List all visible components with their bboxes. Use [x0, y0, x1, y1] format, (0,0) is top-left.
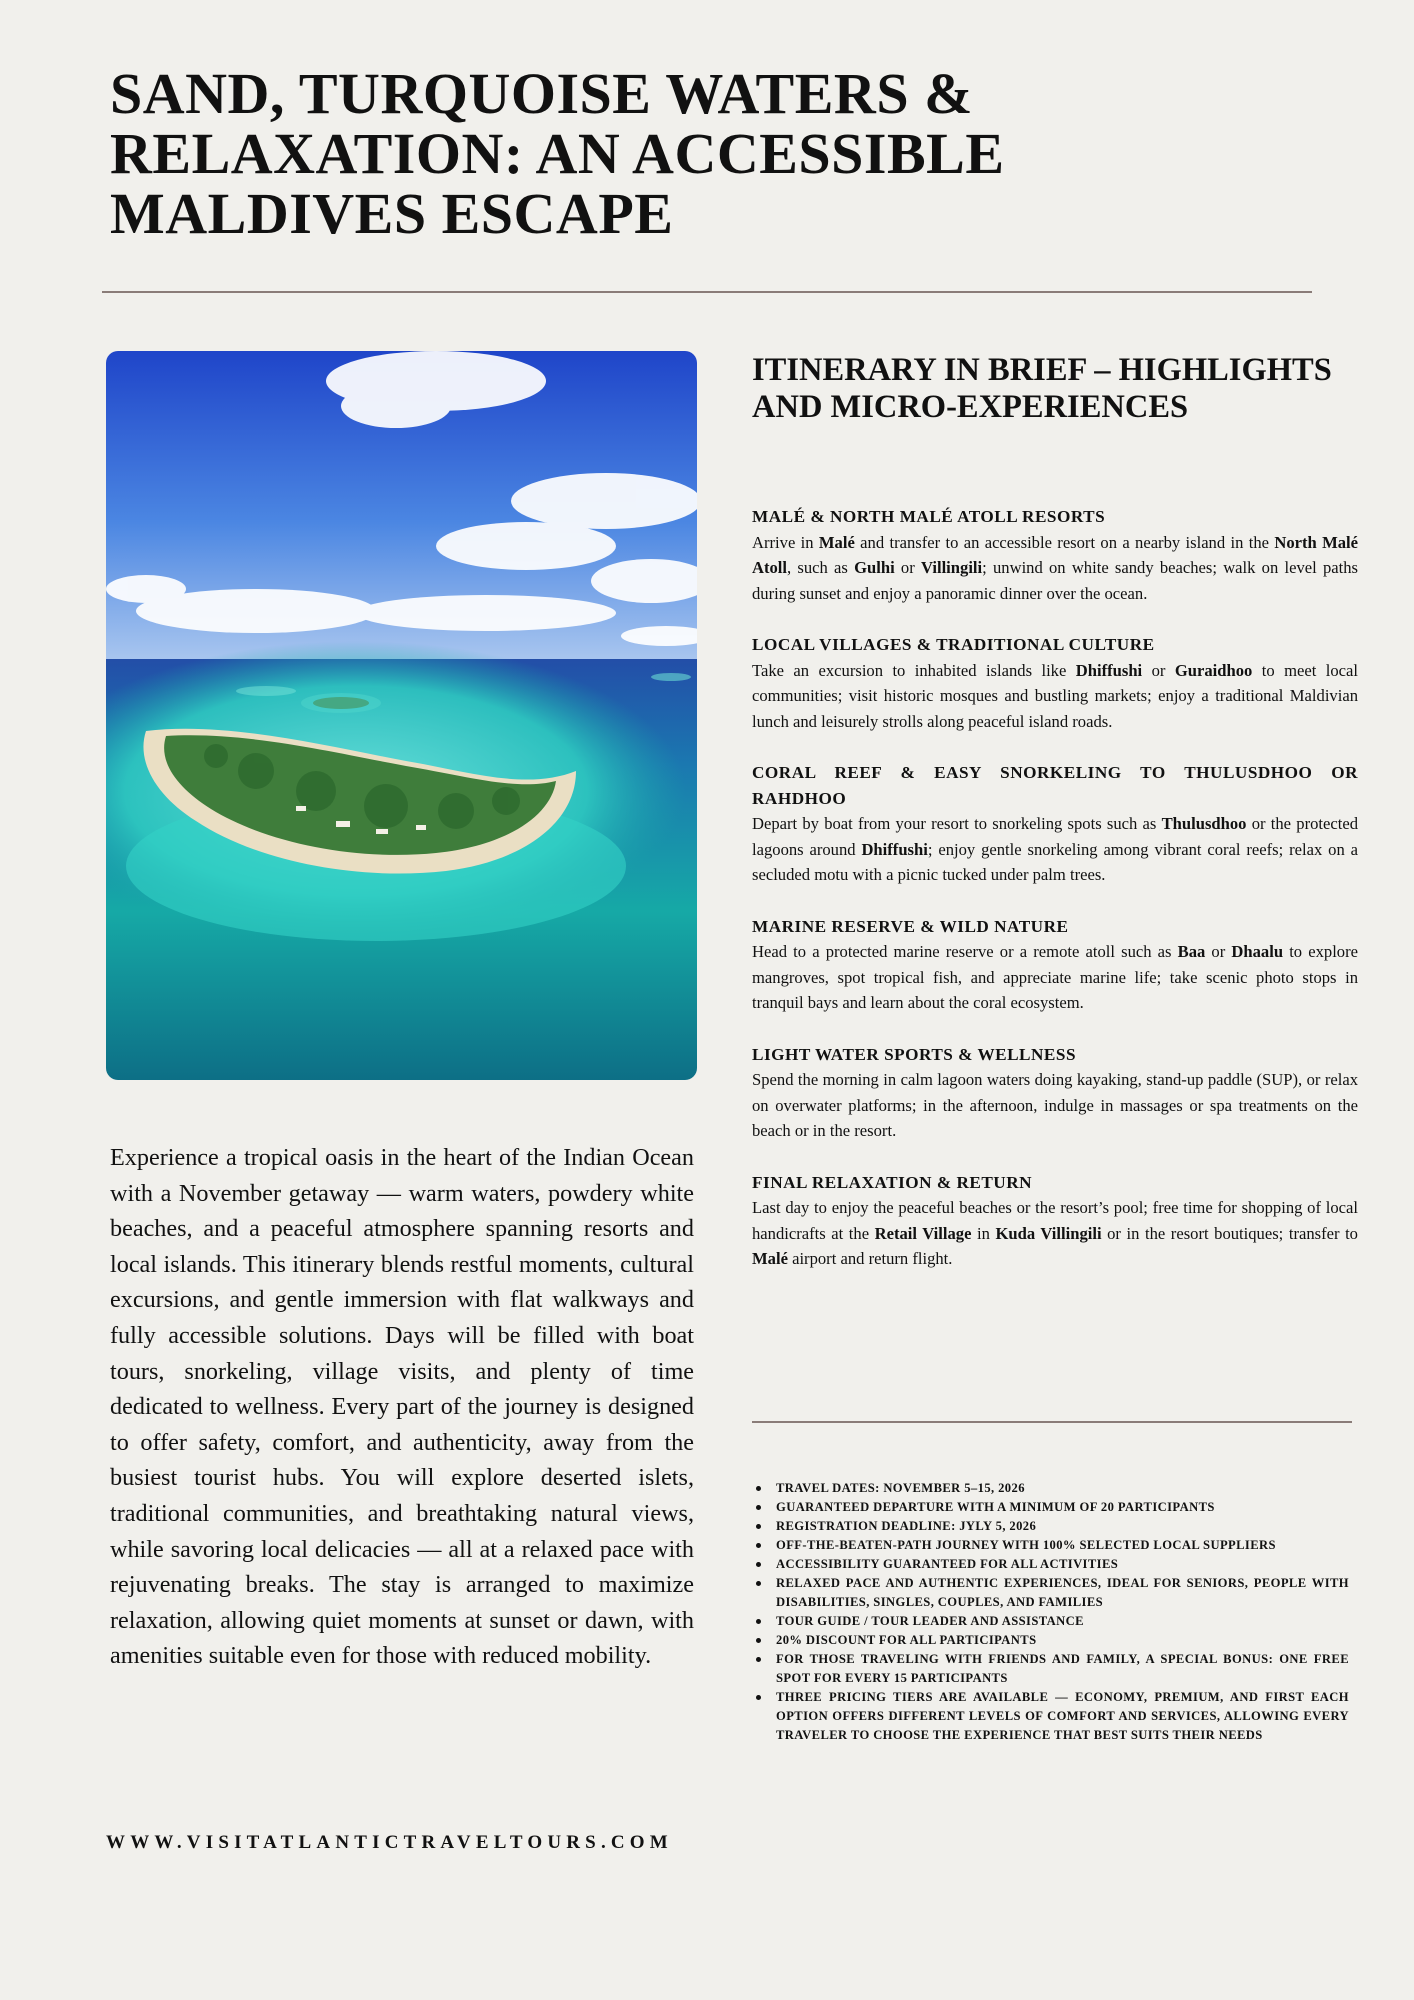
page-title: [110, 61, 1230, 246]
place-name: Malé: [818, 532, 855, 552]
itinerary-title: ITINERARY IN BRIEF – HIGHLIGHTS AND MICRO-EXPERIENCES: [752, 352, 1332, 425]
itinerary-section-heading: CORAL REEF & EASY SNORKELING TO THULUSDHOO OR RAHDHOO: [752, 763, 1358, 808]
text-run: or the protected lagoons around: [752, 814, 1358, 859]
itinerary-section: [752, 1170, 1358, 1272]
trip-fact-item: RELAXED PACE AND AUTHENTIC EXPERIENCES, IDEAL FOR SENIORS, PEOPLE WITH DISABILITIES, SINGLES, COUPLES, AND FAMILIES: [776, 1574, 1349, 1612]
island-illustration: [106, 351, 697, 1080]
trip-fact-item: OFF-THE-BEATEN-PATH JOURNEY WITH 100% SELECTED LOCAL SUPPLIERS: [776, 1536, 1349, 1555]
trip-fact-item: ACCESSIBILITY GUARANTEED FOR ALL ACTIVITIES: [776, 1555, 1349, 1574]
place-name: Kuda Villingili: [995, 1223, 1102, 1243]
place-name: Baa: [1177, 942, 1206, 961]
itinerary-section-text: [752, 939, 1358, 1016]
trip-fact-item: GUARANTEED DEPARTURE WITH A MINIMUM OF 20 PARTICIPANTS: [776, 1498, 1349, 1517]
place-name: Gulhi: [854, 558, 895, 577]
itinerary-section-text: [752, 1067, 1358, 1144]
trip-fact-item: TRAVEL DATES: NOVEMBER 5–15, 2026: [776, 1479, 1349, 1498]
place-name: Dhaalu: [1231, 942, 1284, 961]
place-name: Thulusdhoo: [1161, 814, 1247, 833]
itinerary-section: [752, 914, 1358, 1016]
text-run: ; unwind on white sandy beaches; walk on level paths during sunset and enjoy a panoramic dinner over the ocean.: [752, 558, 1358, 603]
text-run: Take an excursion to inhabited islands like: [752, 660, 1076, 680]
itinerary-sections: [752, 504, 1358, 1272]
website-link[interactable]: WWW.VISITATLANTICTRAVELTOURS.COM: [106, 1832, 673, 1853]
text-run: to explore mangroves, spot tropical fish, and appreciate marine life; take scenic photo stops in tranquil bays and learn about the coral ecosystem.: [752, 942, 1359, 1012]
place-name: North Malé Atoll: [752, 532, 1359, 577]
text-run: ; enjoy gentle snorkeling among vibrant coral reefs; relax on a secluded motu with a picnic tucked under palm trees.: [752, 839, 1358, 884]
trip-facts-list: [752, 1479, 1349, 1745]
place-name: Malé: [752, 1249, 788, 1268]
text-run: , such as: [787, 558, 855, 577]
itinerary-section-heading: FINAL RELAXATION & RETURN: [752, 1172, 1033, 1192]
text-run: in: [971, 1223, 996, 1243]
place-name: Dhiffushi: [1075, 660, 1143, 680]
text-run: airport and return flight.: [787, 1249, 953, 1268]
trip-fact-item: REGISTRATION DEADLINE: JYLY 5, 2026: [776, 1517, 1349, 1536]
itinerary-section-text: [752, 811, 1358, 888]
text-run: Arrive in: [752, 532, 819, 552]
place-name: Dhiffushi: [861, 839, 928, 859]
place-name: Retail Village: [874, 1223, 972, 1243]
intro-paragraph: Experience a tropical oasis in the heart of the Indian Ocean with a November getaway — warm waters, powdery white beaches, and a peaceful atmosphere spanning resorts and local islands. This itinerary blends restful moments, cultural excursions, and gentle immersion with flat walkways and fully accessible solutions. Days will be filled with boat tours, snorkeling, village visits, and plenty of time dedicated to wellness. Every part of the journey is designed to offer safety, comfort, and authenticity, away from the busiest tourist hubs. You will explore deserted islets, traditional communities, and breathtaking natural views, while savoring local delicacies — all at a relaxed pace with rejuvenating breaks. The stay is arranged to maximize relaxation, allowing quiet moments at sunset or dawn, with amenities suitable even for those with reduced mobility.: [110, 1144, 694, 1670]
maldives-aerial-photo: [106, 351, 697, 1080]
itinerary-section-text: [752, 1195, 1358, 1272]
itinerary-section-heading: MARINE RESERVE & WILD NATURE: [752, 916, 1069, 936]
text-run: or: [1142, 660, 1175, 680]
text-run: Depart by boat from your resort to snorkeling spots such as: [752, 814, 1162, 833]
trip-fact-item: TOUR GUIDE / TOUR LEADER AND ASSISTANCE: [776, 1612, 1349, 1631]
itinerary-section-text: [752, 530, 1358, 607]
text-run: and transfer to an accessible resort on a nearby island in the: [854, 532, 1275, 552]
text-run: or: [894, 558, 921, 577]
section-divider: [752, 1421, 1352, 1423]
itinerary-section: [752, 760, 1358, 888]
text-run: Spend the morning in calm lagoon waters doing kayaking, stand-up paddle (SUP), or relax on overwater platforms; in the afternoon, indulge in massages or spa treatments on the beach or in the resort.: [752, 1070, 1358, 1140]
itinerary-section: [752, 504, 1358, 606]
trip-fact-item: FOR THOSE TRAVELING WITH FRIENDS AND FAMILY, A SPECIAL BONUS: ONE FREE SPOT FOR EVERY 15 PARTICIPANTS: [776, 1650, 1349, 1688]
itinerary-section-text: [752, 658, 1358, 735]
text-run: or in the resort boutiques; transfer to: [1101, 1223, 1358, 1243]
itinerary-section: [752, 1042, 1358, 1144]
itinerary-section-heading: MALÉ & NORTH MALÉ ATOLL RESORTS: [752, 507, 1106, 526]
itinerary-section-heading: LOCAL VILLAGES & TRADITIONAL CULTURE: [752, 635, 1155, 654]
title-line: RELAXATION: AN ACCESSIBLE: [110, 121, 1005, 186]
trip-fact-item: THREE PRICING TIERS ARE AVAILABLE — ECONOMY, PREMIUM, AND FIRST EACH OPTION OFFERS DIFFERENT LEVELS OF COMFORT AND SERVICES, ALLOWING EVERY TRAVELER TO CHOOSE THE EXPERIENCE THAT BEST SUITS THEIR NEEDS: [776, 1688, 1349, 1745]
title-divider: [102, 291, 1312, 293]
text-run: Last day to enjoy the peaceful beaches or the resort’s pool; free time for shopping of local handicrafts at the: [752, 1198, 1358, 1243]
text-run: to meet local communities; visit historic mosques and bustling markets; enjoy a traditional Maldivian lunch and leisurely strolls along peaceful island roads.: [752, 660, 1358, 731]
text-run: Head to a protected marine reserve or a remote atoll such as: [752, 942, 1178, 961]
title-line: MALDIVES ESCAPE: [110, 181, 674, 246]
itinerary-section-heading: LIGHT WATER SPORTS & WELLNESS: [752, 1044, 1077, 1064]
title-line: SAND, TURQUOISE WATERS &: [110, 61, 973, 126]
trip-fact-item: 20% DISCOUNT FOR ALL PARTICIPANTS: [776, 1631, 1349, 1650]
itinerary-section: [752, 632, 1358, 734]
place-name: Guraidhoo: [1174, 660, 1253, 680]
text-run: or: [1205, 942, 1232, 961]
place-name: Villingili: [920, 558, 983, 577]
